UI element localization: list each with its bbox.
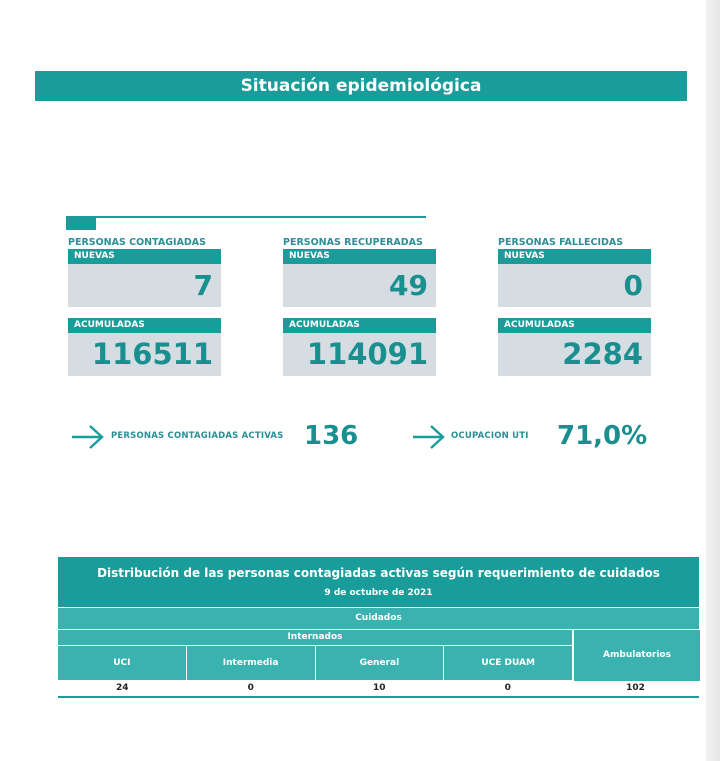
page-edge <box>706 0 720 761</box>
stat-group-fallecidas <box>498 237 651 376</box>
new-value: 49 <box>283 264 436 307</box>
stat-group-title: PERSONAS FALLECIDAS <box>498 237 624 248</box>
acc-label: ACUMULADAS <box>68 318 221 333</box>
distribution-title: Distribución de las personas contagiadas activas según requerimiento de cuidados <box>97 566 660 580</box>
col-header-uci: UCI <box>58 645 187 680</box>
kpi-uti-label: OCUPACION UTI <box>451 431 529 441</box>
new-label: NUEVAS <box>68 249 221 264</box>
stat-group-title: PERSONAS CONTAGIADAS <box>68 237 206 248</box>
section-rule-marker <box>66 218 96 230</box>
value-general: 10 <box>372 683 386 693</box>
cuidados-header: Cuidados <box>58 607 699 629</box>
internados-header: Internados <box>58 629 572 645</box>
arrow-right-icon <box>411 424 447 450</box>
new-value: 0 <box>498 264 651 307</box>
value-intermedia: 0 <box>247 683 254 693</box>
acc-value: 2284 <box>498 333 651 376</box>
stat-group-contagiadas <box>68 237 221 376</box>
acc-value: 114091 <box>283 333 436 376</box>
acc-label: ACUMULADAS <box>283 318 436 333</box>
col-header-general: General <box>316 645 445 680</box>
kpi-activas-label: PERSONAS CONTAGIADAS ACTIVAS <box>111 431 284 441</box>
table-row <box>58 680 699 698</box>
section-rule <box>66 216 426 218</box>
kpi-activas-value: 136 <box>304 421 359 451</box>
distribution-table <box>58 557 699 698</box>
arrow-right-icon <box>70 424 106 450</box>
column-headers <box>58 629 699 680</box>
acc-value: 116511 <box>68 333 221 376</box>
stat-group-title: PERSONAS RECUPERADAS <box>283 237 423 248</box>
new-label: NUEVAS <box>498 249 651 264</box>
stat-group-recuperadas <box>283 237 436 376</box>
value-uci: 24 <box>115 683 129 693</box>
distribution-header <box>58 557 699 607</box>
new-value: 7 <box>68 264 221 307</box>
new-label: NUEVAS <box>283 249 436 264</box>
col-header-uce-duam: UCE DUAM <box>444 645 572 680</box>
value-ambulatorios: 102 <box>626 683 645 693</box>
acc-label: ACUMULADAS <box>498 318 651 333</box>
value-uce-duam: 0 <box>504 683 511 693</box>
kpi-uti-value: 71,0% <box>557 421 648 451</box>
page-title: Situación epidemiológica <box>35 71 687 101</box>
distribution-date: 9 de octubre de 2021 <box>324 588 433 598</box>
col-header-intermedia: Intermedia <box>187 645 316 680</box>
ambulatorios-header: Ambulatorios <box>573 629 700 681</box>
